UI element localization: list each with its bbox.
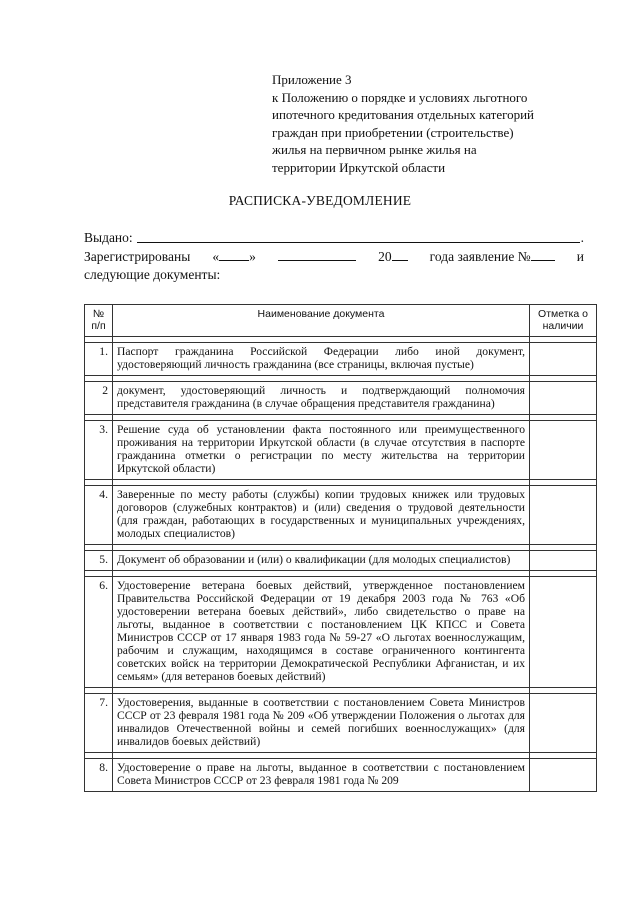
row-text: Удостоверение ветерана боевых действий, утвержденное постановлением Правительства Российской Федерации от 19 декабря 2003 года № 763 «Об удостоверении ветерана боевых действий», либо свидетельство о праве на льготы, выданное в соответствии с постановлением ЦК КПСС и Совета Министров СССР от 17 января 1983 года № 59-27 «О льготах военнослужащим, рабочим и служащим, находящимся в составе ограниченного контингента советских войск на территории Демократической Республики Афганистан, и их семьям» (для ветеранов боевых действий) bbox=[113, 577, 530, 688]
appendix-line: ипотечного кредитования отдельных категорий bbox=[272, 107, 535, 122]
row-num: 3. bbox=[85, 421, 113, 480]
row-text: Удостоверения, выданные в соответствии с постановлением Совета Министров СССР от 23 февраля 1981 года № 209 «Об утверждении Положения о льготах для инвалидов Отечественной войны и семей погибших военнослужащих» (для инвалидов боевых действий) bbox=[113, 694, 530, 753]
issued-label: Выдано: bbox=[84, 230, 133, 245]
documents-table bbox=[84, 304, 597, 792]
row-mark-cell[interactable] bbox=[530, 551, 597, 571]
statement-label: года заявление № bbox=[429, 249, 531, 264]
header-name: Наименование документа bbox=[113, 305, 530, 337]
appendix-line: жилья на первичном рынке жилья на bbox=[272, 142, 477, 157]
registration-line2: следующие документы: bbox=[84, 267, 221, 282]
row-num: 8. bbox=[85, 759, 113, 792]
appendix-header bbox=[272, 71, 602, 176]
row-num: 2 bbox=[85, 382, 113, 415]
table-row bbox=[85, 382, 597, 415]
row-text: Решение суда об установлении факта постоянного или преимущественного проживания на территории Иркутской области (в случае отсутствия в паспорте гражданина отметки о регистрации по месту жительства на территории Иркутской области) bbox=[113, 421, 530, 480]
year-prefix: 20 bbox=[378, 249, 392, 264]
row-num: 5. bbox=[85, 551, 113, 571]
close-quote: » bbox=[249, 249, 256, 264]
row-mark-cell[interactable] bbox=[530, 343, 597, 376]
appendix-line: территории Иркутской области bbox=[272, 159, 446, 175]
header-num: № п/п bbox=[85, 305, 113, 337]
issued-end: . bbox=[580, 230, 584, 245]
table-row bbox=[85, 551, 597, 571]
table-row bbox=[85, 343, 597, 376]
month-blank[interactable] bbox=[278, 248, 356, 261]
row-mark-cell[interactable] bbox=[530, 486, 597, 545]
registration-word: Зарегистрированы bbox=[84, 249, 191, 264]
row-text: документ, удостоверяющий личность и подтверждающий полномочия представителя гражданина (в случае обращения представителя гражданина) bbox=[113, 382, 530, 415]
row-text: Заверенные по месту работы (службы) копии трудовых книжек или трудовых договоров (служебных контрактов) и (или) сведения о трудовой деятельности (для граждан, работающих в государственных и муниципальных учреждениях, молодых специалистов) bbox=[113, 486, 530, 545]
table-row bbox=[85, 486, 597, 545]
table-row bbox=[85, 759, 597, 792]
table-row bbox=[85, 577, 597, 688]
row-text: Удостоверение о праве на льготы, выданное в соответствии с постановлением Совета Министров СССР от 23 февраля 1981 года № 209 bbox=[113, 759, 530, 792]
year-blank[interactable] bbox=[392, 248, 408, 261]
registration-year bbox=[378, 248, 408, 266]
row-mark-cell[interactable] bbox=[530, 382, 597, 415]
row-num: 7. bbox=[85, 694, 113, 753]
appendix-line: граждан при приобретении (строительстве) bbox=[272, 124, 514, 140]
row-mark-cell[interactable] bbox=[530, 577, 597, 688]
row-num: 6. bbox=[85, 577, 113, 688]
table-row bbox=[85, 694, 597, 753]
row-mark-cell[interactable] bbox=[530, 694, 597, 753]
header-mark: Отметка о наличии bbox=[530, 305, 597, 337]
row-mark-cell[interactable] bbox=[530, 759, 597, 792]
table-header-row bbox=[85, 305, 597, 337]
registration-block bbox=[84, 248, 584, 284]
registration-conj: и bbox=[576, 249, 584, 264]
row-text: Паспорт гражданина Российской Федерации либо иной документ, удостоверяющий личность гражданина (все страницы, включая пустые) bbox=[113, 343, 530, 376]
row-text: Документ об образовании и (или) о квалификации (для молодых специалистов) bbox=[113, 551, 530, 571]
row-num: 1. bbox=[85, 343, 113, 376]
table-row bbox=[85, 421, 597, 480]
document-title: РАСПИСКА-УВЕДОМЛЕНИЕ bbox=[228, 193, 412, 208]
appendix-line: к Положению о порядке и условиях льготного bbox=[272, 89, 528, 105]
registration-day bbox=[212, 248, 256, 266]
statement-number-blank[interactable] bbox=[531, 248, 555, 261]
issued-blank[interactable] bbox=[137, 241, 580, 243]
row-num: 4. bbox=[85, 486, 113, 545]
appendix-line: Приложение 3 bbox=[272, 72, 352, 87]
row-mark-cell[interactable] bbox=[530, 421, 597, 480]
issued-line bbox=[84, 228, 584, 246]
open-quote: « bbox=[212, 249, 220, 264]
registration-statement bbox=[430, 248, 555, 266]
day-blank[interactable] bbox=[219, 248, 249, 261]
